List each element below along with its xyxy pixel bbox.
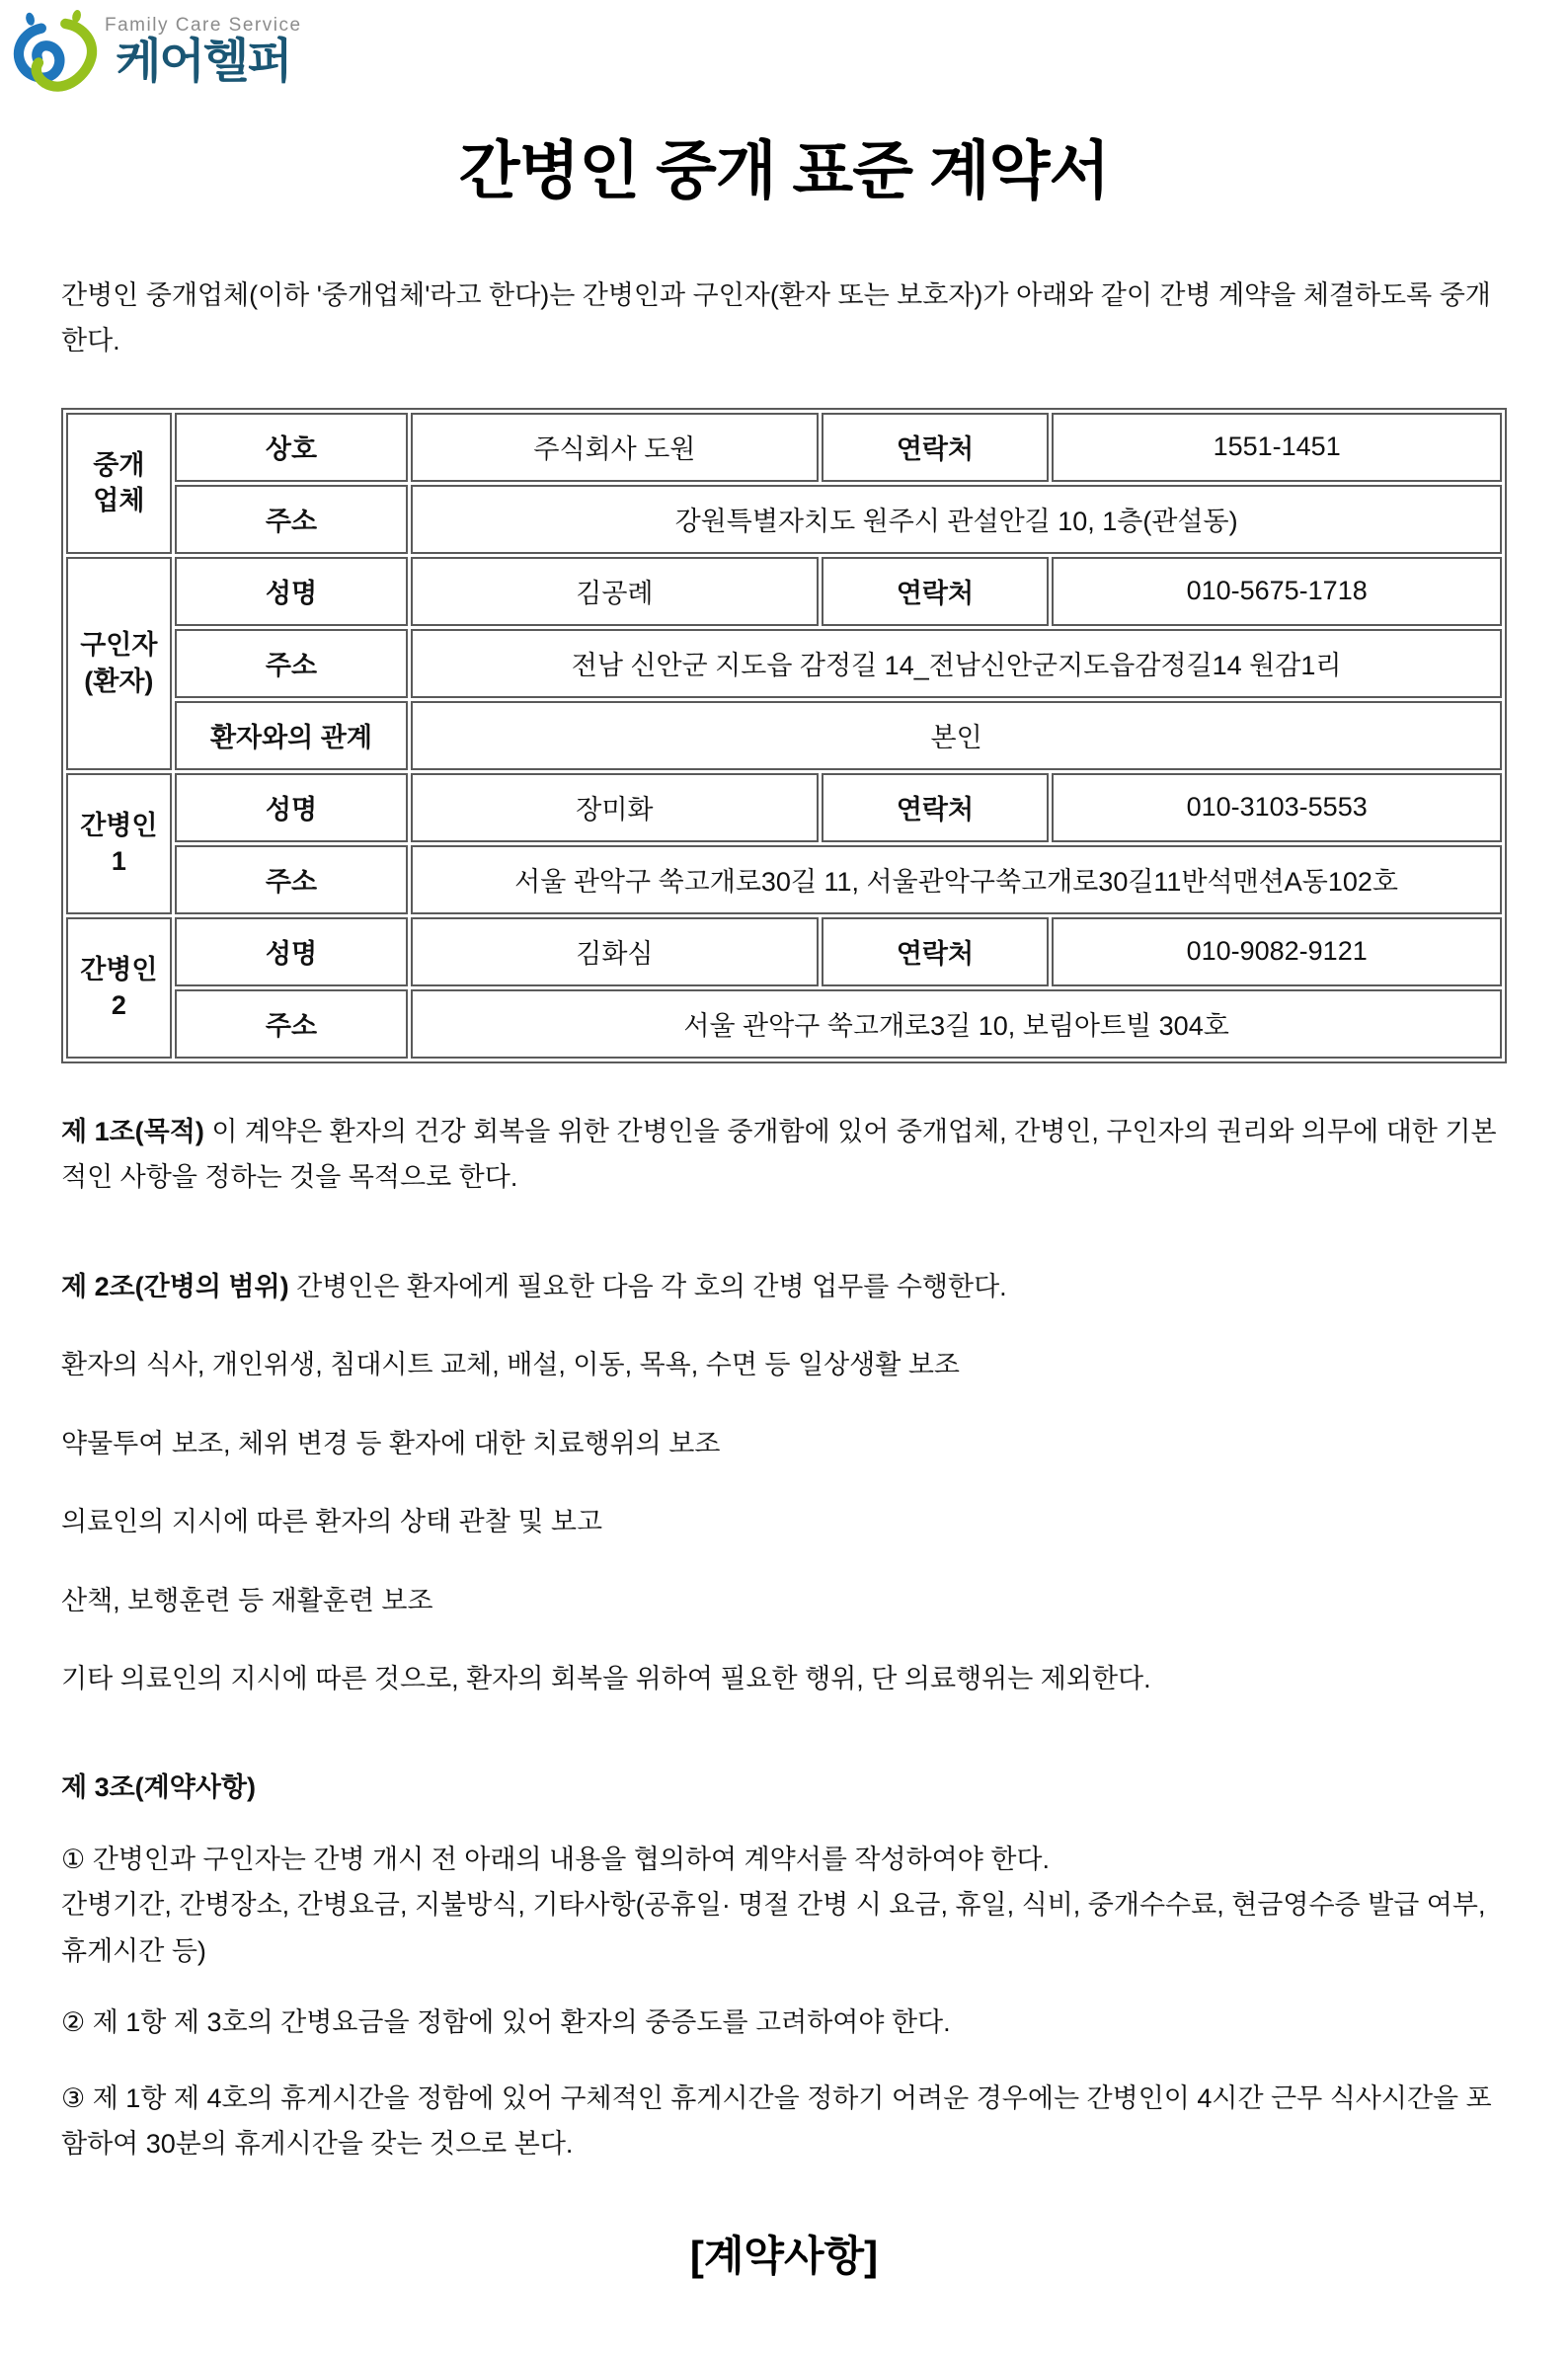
caregiver1-contact-value: 010-3103-5553 (1052, 773, 1502, 842)
caregiver1-name-label: 성명 (175, 773, 408, 842)
caregiver1-address-value: 서울 관악구 쑥고개로30길 11, 서울관악구쑥고개로30길11반석맨션A동102호 (411, 845, 1502, 914)
mediator-group-line2: 업체 (93, 486, 145, 516)
caregiver2-contact-value: 010-9082-9121 (1052, 917, 1502, 986)
table-row-mediator-2 (66, 485, 1502, 554)
caregiver1-group-cell: 간병인1 (66, 773, 172, 914)
patient-name-label: 성명 (175, 557, 408, 626)
article-3-clause-2: ② 제 1항 제 3호의 간병요금을 정함에 있어 환자의 중증도를 고려하여야 한다. (61, 2007, 951, 2038)
article-2-item: 의료인의 지시에 따른 환자의 상태 관찰 및 보고 (61, 1507, 603, 1537)
caregiver1-address-label: 주소 (175, 845, 408, 914)
table-row-patient-2 (66, 629, 1502, 698)
contract-terms-section-heading: [계약사항] (689, 2233, 879, 2280)
patient-address-label: 주소 (175, 629, 408, 698)
caregiver2-address-value: 서울 관악구 쑥고개로3길 10, 보림아트빌 304호 (411, 989, 1502, 1059)
article-2-item: 산책, 보행훈련 등 재활훈련 보조 (61, 1585, 433, 1615)
mediator-address-value: 강원특별자치도 원주시 관설안길 10, 1층(관설동) (411, 485, 1502, 554)
intro-paragraph: 간병인 중개업체(이하 '중개업체'라고 한다)는 간병인과 구인자(환자 또는 보호자)가 아래와 같이 간병 계약을 체결하도록 중개한다. (61, 280, 1491, 356)
table-row-patient-3 (66, 701, 1502, 770)
patient-relation-value: 본인 (411, 701, 1502, 770)
heart-swirl-logo-icon (8, 8, 101, 101)
patient-group-line2: (환자) (84, 666, 154, 696)
mediator-company-label: 상호 (175, 413, 408, 482)
table-row-caregiver2-1 (66, 917, 1502, 986)
patient-contact-label: 연락처 (822, 557, 1050, 626)
mediator-address-label: 주소 (175, 485, 408, 554)
caregiver2-group-cell: 간병인2 (66, 917, 172, 1059)
caregiver2-address-label: 주소 (175, 989, 408, 1059)
article-2-lead: 간병인은 환자에게 필요한 다음 각 호의 간병 업무를 수행한다. (296, 1271, 1007, 1301)
article-2-paragraph (61, 1264, 1507, 1309)
article-2 (61, 1264, 1507, 1702)
mediator-group-cell (66, 413, 172, 554)
table-row-caregiver2-2 (66, 989, 1502, 1059)
article-2-item: 환자의 식사, 개인위생, 침대시트 교체, 배설, 이동, 목욕, 수면 등 일상생활 보조 (61, 1350, 960, 1380)
caregiver2-name-value: 김화심 (411, 917, 818, 986)
table-row-caregiver1-1 (66, 773, 1502, 842)
mediator-contact-label: 연락처 (822, 413, 1050, 482)
patient-address-value: 전남 신안군 지도읍 감정길 14_전남신안군지도읍감정길14 원감1리 (411, 629, 1502, 698)
table-row-mediator-1 (66, 413, 1502, 482)
article-2-items (61, 1342, 1507, 1701)
patient-relation-label: 환자와의 관계 (175, 701, 408, 770)
article-3-title: 제 3조(계약사항) (61, 1772, 256, 1803)
mediator-group-line1: 중개 (93, 449, 145, 480)
table-row-caregiver1-2 (66, 845, 1502, 914)
brand-tagline: Family Care Service (105, 15, 302, 36)
article-2-item: 기타 의료인의 지시에 따른 것으로, 환자의 회복을 위하여 필요한 행위, 단 의료행위는 제외한다. (61, 1663, 1151, 1693)
patient-name-value: 김공례 (411, 557, 818, 626)
table-row-patient-1 (66, 557, 1502, 626)
mediator-company-value: 주식회사 도원 (411, 413, 818, 482)
article-2-title: 제 2조(간병의 범위) (61, 1271, 289, 1301)
article-3-clause-1: ① 간병인과 구인자는 간병 개시 전 아래의 내용을 협의하여 계약서를 작성하여야 한다. (61, 1844, 1051, 1874)
caregiver2-contact-label: 연락처 (822, 917, 1050, 986)
brand-wordmark: 케어헬퍼 (116, 36, 291, 88)
parties-table (61, 408, 1507, 1063)
article-3-clause-1-detail: 간병기간, 간병장소, 간병요금, 지불방식, 기타사항(공휴일· 명절 간병 시 요금, 휴일, 식비, 중개수수료, 현금영수증 발급 여부, 휴게시간 등) (61, 1890, 1486, 1966)
brand-header (8, 8, 1507, 107)
mediator-contact-value: 1551-1451 (1052, 413, 1502, 482)
patient-group-line1: 구인자 (80, 630, 158, 661)
article-1 (61, 1109, 1507, 1201)
article-3-clause-3: ③ 제 1항 제 4호의 휴게시간을 정함에 있어 구체적인 휴게시간을 정하기 어려운 경우에는 간병인이 4시간 근무 식사시간을 포함하여 30분의 휴게시간을 갖는 것으로 본다. (61, 2082, 1492, 2159)
article-1-paragraph (61, 1109, 1507, 1201)
patient-contact-value: 010-5675-1718 (1052, 557, 1502, 626)
caregiver2-name-label: 성명 (175, 917, 408, 986)
caregiver1-name-value: 장미화 (411, 773, 818, 842)
article-3 (61, 1765, 1507, 2166)
caregiver1-contact-label: 연락처 (822, 773, 1050, 842)
brand-text-block (105, 8, 302, 86)
article-1-body: 이 계약은 환자의 건강 회복을 위한 간병인을 중개함에 있어 중개업체, 간병인, 구인자의 권리와 의무에 대한 기본적인 사항을 정하는 것을 목적으로 한다. (61, 1116, 1497, 1193)
article-1-title: 제 1조(목적) (61, 1116, 204, 1146)
document-title: 간병인 중개 표준 계약서 (458, 135, 1110, 206)
patient-group-cell (66, 557, 172, 770)
article-2-item: 약물투여 보조, 체위 변경 등 환자에 대한 치료행위의 보조 (61, 1428, 721, 1458)
